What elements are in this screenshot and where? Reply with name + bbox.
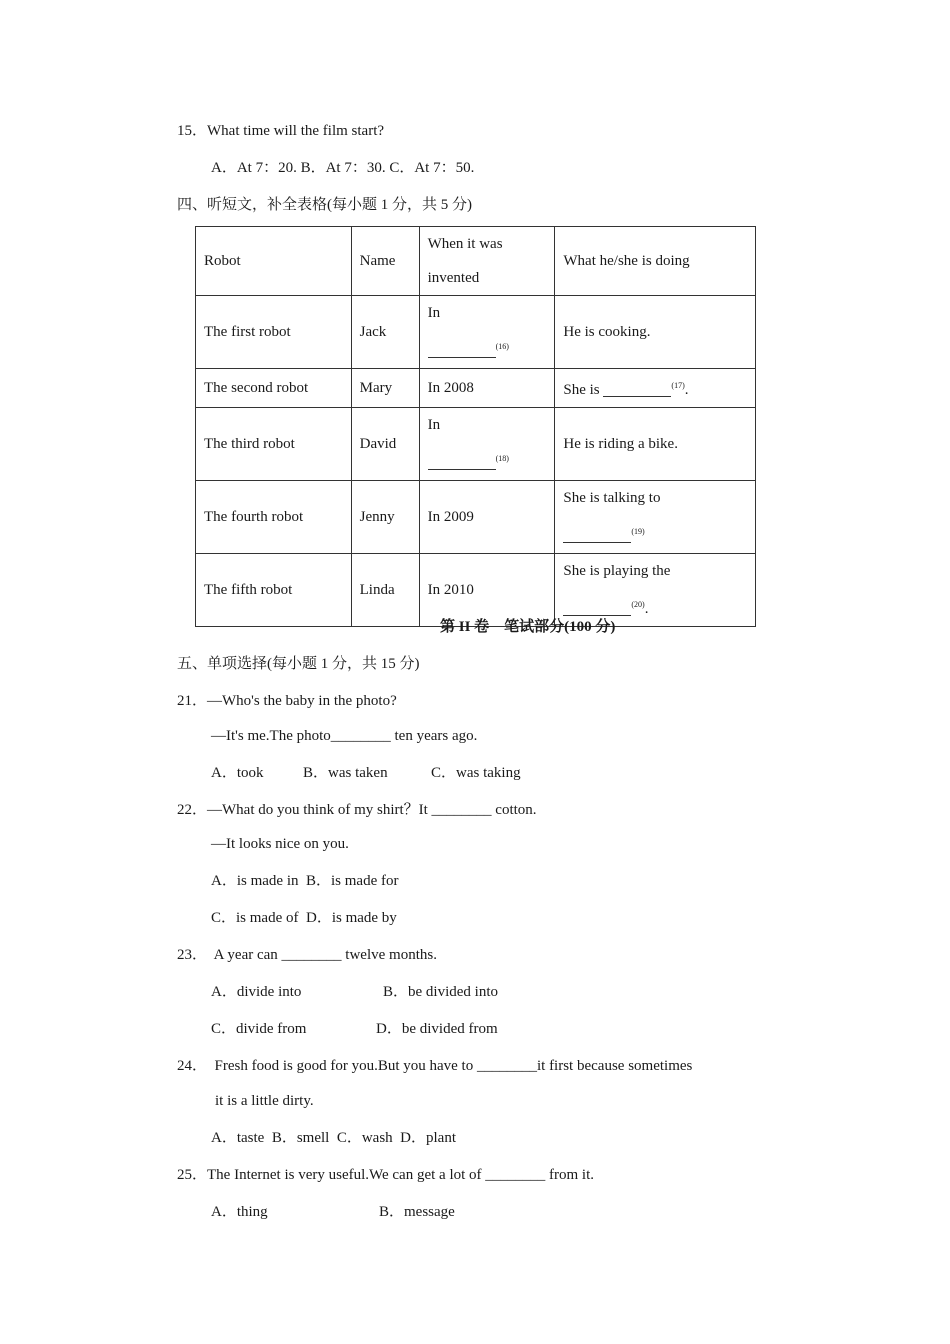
cell-name: David (351, 408, 419, 481)
answer-blank[interactable] (563, 528, 631, 543)
q22-line1: 22．—What do you think of my shirt？It ________ cotton. (177, 802, 537, 818)
q15-stem: 15．What time will the film start? (177, 123, 385, 139)
header-doing: What he/she is doing (555, 227, 756, 296)
q23-option-b[interactable]: B．be divided into (383, 984, 498, 1000)
q25-option-b[interactable]: B．message (379, 1204, 455, 1220)
q21-option-a[interactable]: A．took (211, 765, 264, 781)
cell-robot: The second robot (196, 369, 352, 408)
table-row (196, 296, 756, 369)
q25-option-a[interactable]: A．thing (211, 1204, 268, 1220)
table-row (196, 554, 756, 627)
header-when: When it was invented (419, 227, 555, 296)
header-name: Name (351, 227, 419, 296)
q21-line2: —It's me.The photo________ ten years ago. (211, 728, 478, 744)
cell-name: Jack (351, 296, 419, 369)
q23-option-a[interactable]: A．divide into (211, 984, 302, 1000)
section4-heading: 四、听短文，补全表格(每小题 1 分，共 5 分) (177, 197, 472, 213)
cell-when: In $^{(18)}$ (419, 408, 555, 481)
q22-line2: —It looks nice on you. (211, 836, 349, 852)
cell-robot: The first robot (196, 296, 352, 369)
table-row (196, 408, 756, 481)
part2-title: 第 II 卷 笔试部分(100 分) (440, 619, 616, 635)
answer-blank[interactable] (563, 601, 631, 616)
cell-when: In 2008 (419, 369, 555, 408)
table-row (196, 481, 756, 554)
cell-robot: The fourth robot (196, 481, 352, 554)
q23-option-d[interactable]: D．be divided from (376, 1021, 498, 1037)
cell-robot: The third robot (196, 408, 352, 481)
table-row (196, 369, 756, 408)
q25-line1: 25．The Internet is very useful.We can get a lot of ________ from it. (177, 1167, 595, 1183)
q22-options-ab[interactable]: A．is made in B．is made for (211, 873, 399, 889)
cell-name: Mary (351, 369, 419, 408)
table-header-row (196, 227, 756, 296)
cell-name: Jenny (351, 481, 419, 554)
cell-when: In $^{(16)}$ (419, 296, 555, 369)
q24-line2: it is a little dirty. (215, 1093, 314, 1109)
q23-line1: 23． A year can ________ twelve months. (177, 947, 437, 963)
cell-doing: He is riding a bike. (555, 408, 756, 481)
q15-options: A．At 7：20. B．At 7：30. C．At 7：50. (211, 160, 475, 176)
cell-doing: He is cooking. (555, 296, 756, 369)
q24-line1: 24． Fresh food is good for you.But you have to ________it first because sometimes (177, 1058, 693, 1074)
cell-robot: The fifth robot (196, 554, 352, 627)
cell-doing: She is $^{(17)}$. (555, 369, 756, 408)
q24-options[interactable]: A．taste B．smell C．wash D．plant (211, 1130, 456, 1146)
cell-name: Linda (351, 554, 419, 627)
cell-when: In 2009 (419, 481, 555, 554)
answer-blank[interactable] (603, 382, 671, 397)
robot-table (195, 226, 756, 627)
q21-option-c[interactable]: C．was taking (431, 765, 521, 781)
q23-option-c[interactable]: C．divide from (211, 1021, 307, 1037)
answer-blank[interactable] (428, 455, 496, 470)
answer-blank[interactable] (428, 343, 496, 358)
header-robot: Robot (196, 227, 352, 296)
cell-when: In 2010 (419, 554, 555, 627)
q21-option-b[interactable]: B．was taken (303, 765, 388, 781)
cell-doing: She is playing the $^{(20)}$. (555, 554, 756, 627)
q21-line1: 21．—Who's the baby in the photo? (177, 693, 397, 709)
q22-options-cd[interactable]: C．is made of D．is made by (211, 910, 397, 926)
section5-heading: 五、单项选择(每小题 1 分，共 15 分) (177, 656, 420, 672)
cell-doing: She is talking to $^{(19)}$ (555, 481, 756, 554)
